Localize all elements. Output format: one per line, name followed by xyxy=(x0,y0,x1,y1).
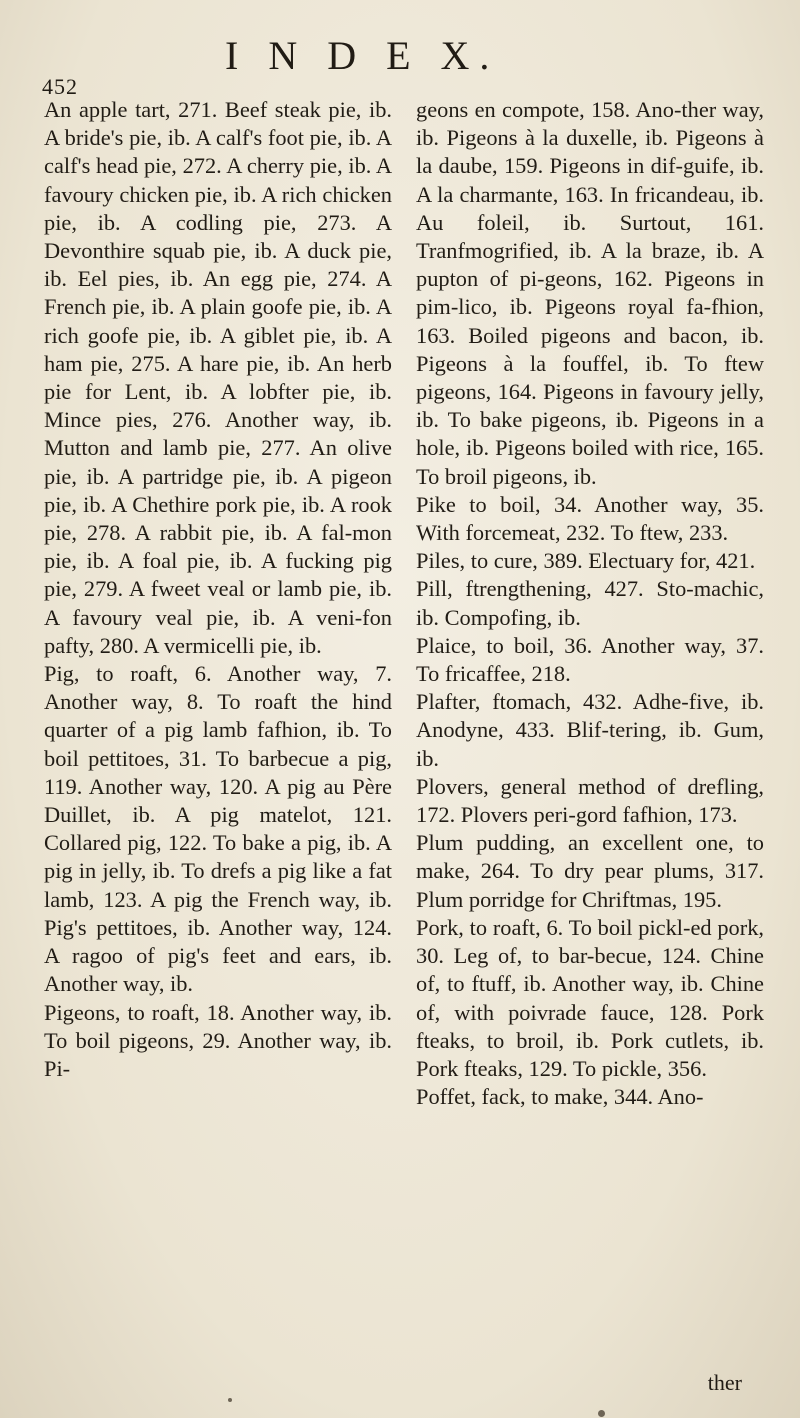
index-entry-plaster: Plafter, ftomach, 432. Adhe-five, ib. Anodyne, 433. Blif-tering, ib. Gum, ib. xyxy=(416,689,764,771)
index-entry-pigeons: Pigeons, to roaft, 18. Another way, ib. To boil pigeons, 29. Another way, ib. Pi- xyxy=(44,999,392,1081)
page-number: 452 xyxy=(42,74,78,99)
index-entry-pigeons-cont: geons en compote, 158. Ano-ther way, ib. Pigeons à la duxelle, ib. Pigeons à la daube, 159. Pigeons in dif-guife, ib. A la charmante, 163. In fricandeau, ib. Au foleil, ib. Surtout, 161. Tranfmogrified, ib. A la braze, ib. A pupton of pi-geons, 162. Pigeons in pim-lico, ib. Pigeons royal fa-fhion, 163. Boiled pigeons and bacon, ib. Pigeons à la fouffel, ib. To ftew pigeons, 164. Pigeons in favoury jelly, ib. To bake pigeons, ib. Pigeons in a hole, ib. Pigeons boiled with rice, 165. To broil pigeons, ib. xyxy=(416,97,764,489)
catchword: ther xyxy=(707,1370,742,1395)
index-entry-pork: Pork, to roaft, 6. To boil pickl-ed pork, 30. Leg of, to bar-becue, 124. Chine of, to ftuff, ib. Another way, ib. Chine of, with poivrade fauce, 128. Pork fteaks, to broil, ib. Pork cutlets, ib. Pork fteaks, 129. To pickle, 356. xyxy=(416,914,764,1081)
page-header xyxy=(0,22,800,99)
index-column-right xyxy=(416,96,764,1111)
index-entry-plaice: Plaice, to boil, 36. Another way, 37. To fricaffee, 218. xyxy=(416,632,764,687)
ink-speck xyxy=(598,1410,605,1417)
index-entry-posset: Poffet, fack, to make, 344. Ano- xyxy=(416,1084,704,1110)
running-title: I N D E X. xyxy=(225,33,500,78)
index-column-left xyxy=(44,96,392,1083)
ink-speck xyxy=(228,1398,232,1402)
index-entry-pill: Pill, ftrengthening, 427. Sto-machic, ib. Compofing, ib. xyxy=(416,576,764,630)
index-entry-pike: Pike to boil, 34. Another way, 35. With forcemeat, 232. To ftew, 233. xyxy=(416,491,764,546)
index-entry-pig: Pig, to roaft, 6. Another way, 7. Another way, 8. To roaft the hind quarter of a pig lamb fafhion, ib. To boil pettitoes, 31. To barbecue a pig, 119. Another way, 120. A pig au Père Duillet, ib. A pig matelot, 121. Collared pig, 122. To bake a pig, ib. A pig in jelly, ib. To drefs a pig like a fat lamb, 123. A pig the French way, ib. Pig's pettitoes, ib. Another way, 124. A ragoo of pig's feet and ears, ib. Another way, ib. xyxy=(44,661,392,997)
index-entry-pies: An apple tart, 271. Beef steak pie, ib. A bride's pie, ib. A calf's foot pie, ib. A calf's head pie, 272. A cherry pie, ib. A favoury chicken pie, ib. A rich chicken pie, ib. A codling pie, 273. A Devonthire squab pie, ib. A duck pie, ib. Eel pies, ib. An egg pie, 274. A French pie, ib. A plain goofe pie, ib. A rich goofe pie, ib. A giblet pie, ib. A ham pie, 275. A hare pie, ib. An herb pie for Lent, ib. A lobfter pie, ib. Mince pies, 276. Another way, ib. Mutton and lamb pie, 277. An olive pie, ib. A partridge pie, ib. A pigeon pie, ib. A Chethire pork pie, ib. A rook pie, 278. A rabbit pie, ib. A fal-mon pie, ib. A foal pie, ib. A fucking pig pie, 279. A fweet veal or lamb pie, ib. A favoury veal pie, ib. A veni-fon pafty, 280. A vermicelli pie, ib. xyxy=(44,97,392,658)
index-entry-piles: Piles, to cure, 389. Electuary for, 421. xyxy=(416,548,756,574)
index-entry-plovers: Plovers, general method of drefling, 172. Plovers peri-gord fafhion, 173. xyxy=(416,773,764,828)
index-entry-plum: Plum pudding, an excellent one, to make, 264. To dry pear plums, 317. Plum porridge for Chriftmas, 195. xyxy=(416,830,764,912)
